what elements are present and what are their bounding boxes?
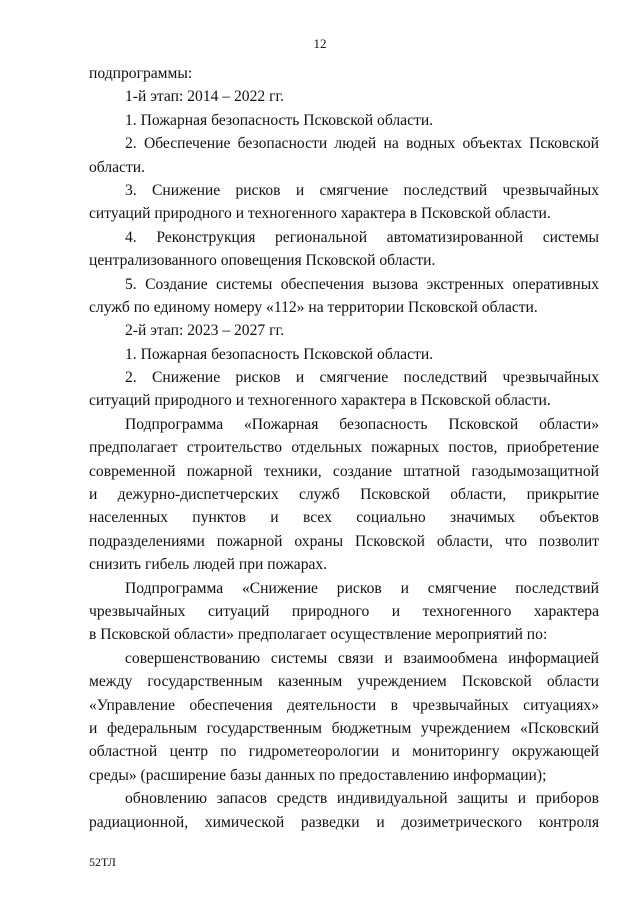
text-line: совершенствованию системы связи и взаимообмена информацией	[125, 649, 599, 667]
text-line: обновлению запасов средств индивидуальной защиты и приборов	[125, 790, 599, 808]
text-line: централизованного оповещения Псковской области.	[89, 252, 436, 270]
text-line: ситуаций природного и техногенного характера в Псковской области.	[89, 205, 551, 223]
text-line: в Псковской области» предполагает осуществление мероприятий по:	[89, 626, 548, 644]
text-line: 4. Реконструкция региональной автоматизированной системы	[125, 228, 599, 246]
page-number: 12	[313, 36, 327, 51]
text-line: современной пожарной техники, создание штатной газодымозащитной	[89, 462, 599, 480]
text-line: Подпрограмма «Снижение рисков и смягчение последствий	[125, 579, 599, 597]
text-line: Подпрограмма «Пожарная безопасность Псковской области»	[125, 415, 599, 433]
text-line: 1-й этап: 2014 – 2022 гг.	[125, 88, 285, 106]
document-code: 52ТЛ	[89, 855, 116, 869]
text-line: подпрограммы:	[89, 65, 193, 82]
text-line: снизить гибель людей при пожарах.	[89, 556, 328, 574]
document-body	[89, 62, 599, 834]
text-line: и федеральным государственным бюджетным учреждением «Псковский	[89, 719, 599, 737]
text-line: 3. Снижение рисков и смягчение последствий чрезвычайных	[125, 181, 599, 199]
text-line: «Управление обеспечения деятельности в чрезвычайных ситуациях»	[89, 696, 599, 714]
text-line: 2. Снижение рисков и смягчение последствий чрезвычайных	[125, 369, 599, 387]
text-line: радиационной, химической разведки и дозиметрического контроля	[89, 813, 599, 831]
text-line: 1. Пожарная безопасность Псковской области.	[125, 111, 434, 129]
text-line: ситуаций природного и техногенного характера в Псковской области.	[89, 392, 551, 410]
text-line: и дежурно-диспетчерских служб Псковской области, прикрытие	[89, 486, 599, 504]
text-line: между государственным казенным учреждением Псковской области	[89, 673, 599, 691]
text-line: 2. Обеспечение безопасности людей на водных объектах Псковской	[125, 135, 599, 153]
text-line: области.	[89, 158, 146, 176]
text-line: 5. Создание системы обеспечения вызова экстренных оперативных	[125, 275, 599, 293]
text-line: чрезвычайных ситуаций природного и техногенного характера	[89, 602, 599, 620]
text-line: подразделениями пожарной охраны Псковской области, что позволит	[89, 532, 599, 550]
text-line: предполагает строительство отдельных пожарных постов, приобретение	[89, 439, 599, 457]
text-line: 2-й этап: 2023 – 2027 гг.	[125, 322, 285, 340]
text-line: служб по единому номеру «112» на территории Псковской области.	[89, 298, 538, 316]
text-line: населенных пунктов и всех социально значимых объектов	[89, 509, 599, 527]
text-line: областной центр по гидрометеорологии и мониторингу окружающей	[89, 743, 599, 761]
text-line: 1. Пожарная безопасность Псковской области.	[125, 345, 434, 363]
text-line: среды» (расширение базы данных по предоставлению информации);	[89, 766, 547, 784]
